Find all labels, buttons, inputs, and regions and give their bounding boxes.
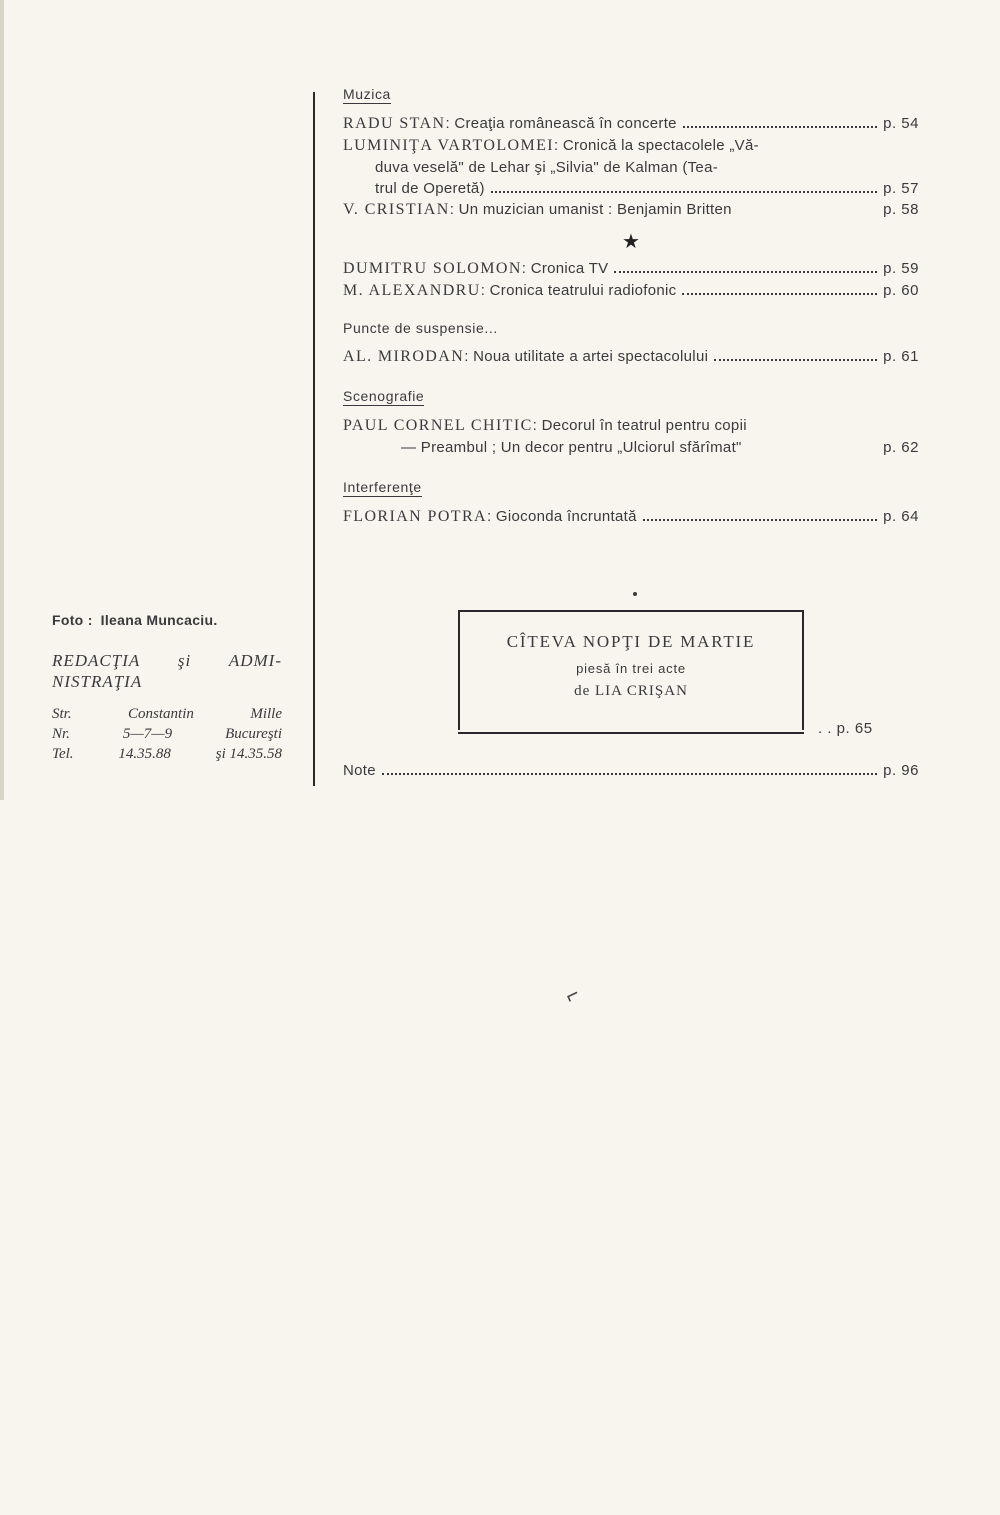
entry-author: LUMINIŢA VARTOLOMEI [343, 137, 554, 154]
pencil-mark: ⌐ [561, 980, 584, 1009]
address-value: 14.35.88 [118, 746, 171, 762]
address-street [52, 704, 282, 724]
entry-title: : Decorul în teatrul pentru copii [532, 417, 747, 434]
box-bottom-rule [458, 732, 804, 734]
entry-title: : Gioconda încruntată [487, 508, 637, 525]
address-number [52, 724, 282, 744]
leader-dots [643, 519, 877, 521]
toc-entry [343, 135, 919, 157]
entry-page: p. 59 [883, 260, 919, 277]
entry-page: p. 57 [883, 180, 919, 197]
entry-page: p. 64 [883, 508, 919, 525]
entry-author: V. CRISTIAN [343, 201, 450, 218]
address-label: Nr. [52, 726, 70, 742]
table-of-contents [343, 86, 919, 528]
address-value: 5—7—9 [122, 726, 173, 742]
play-title: CÎTEVA NOPŢI DE MARTIE [506, 632, 756, 651]
entry-title: : Creaţia românească în concerte [445, 115, 677, 132]
play-author: de LIA CRIŞAN [574, 683, 688, 699]
toc-entry [343, 199, 919, 221]
leader-dots [714, 359, 877, 361]
address-value: şi 14.35.58 [215, 746, 282, 762]
entry-continuation-last [343, 178, 919, 199]
section-heading-interferente: Interferenţe [343, 479, 422, 495]
toc-entry [343, 346, 919, 368]
entry-title: trul de Operetă) [375, 180, 485, 197]
column-divider [313, 92, 315, 786]
star-separator: ★ [622, 231, 640, 253]
entry-page: p. 62 [883, 439, 919, 456]
leader-dots [382, 773, 877, 775]
entry-page: p. 96 [883, 762, 919, 779]
address-label: Tel. [52, 746, 74, 762]
leader-dots [682, 293, 877, 295]
address-phone [52, 744, 282, 764]
address-value: Constantin [128, 706, 194, 722]
entry-page: p. 60 [883, 282, 919, 299]
entry-title: : Cronica teatrului radiofonic [480, 282, 677, 299]
sidebar [52, 612, 282, 764]
address-value: Mille [250, 706, 282, 722]
entry-title: — Preambul ; Un decor pentru „Ulciorul sfărîmat" [401, 439, 742, 456]
entry-continuation: duva veselă" de Lehar şi „Silvia" de Kalman (Tea- [375, 159, 719, 176]
editorial-address [52, 704, 282, 764]
entry-page: p. 54 [883, 115, 919, 132]
entry-author: PAUL CORNEL CHITIC [343, 417, 533, 434]
play-page: . . p. 65 [818, 720, 873, 737]
entry-title: : Cronica TV [521, 260, 609, 277]
notes-label: Note [343, 762, 376, 779]
photo-label: Foto : [52, 612, 93, 628]
toc-entry [343, 280, 919, 302]
leader-dots [491, 191, 877, 193]
entry-author: FLORIAN POTRA [343, 508, 487, 525]
address-label: Str. [52, 706, 72, 722]
leader-dots [614, 271, 877, 273]
toc-entry [343, 437, 919, 459]
section-heading-muzica: Muzica [343, 86, 391, 102]
leader-dots [683, 126, 877, 128]
entry-author: DUMITRU SOLOMON [343, 260, 522, 277]
entry-title: : Cronică la spectacolele „Vă- [553, 137, 759, 154]
section-heading-scenografie: Scenografie [343, 388, 425, 404]
editorial-office-heading: REDACŢIA şi ADMI-NISTRAŢIA [52, 651, 282, 691]
toc-entry [343, 506, 919, 528]
photo-name: Ileana Muncaciu. [100, 612, 218, 628]
play-subtitle: piesă în trei acte [576, 661, 686, 676]
section-heading-puncte: Puncte de suspensie... [343, 320, 498, 336]
entry-page: p. 61 [883, 348, 919, 365]
entry-author: RADU STAN [343, 115, 446, 132]
address-value: Bucureşti [225, 726, 282, 742]
toc-entry [343, 113, 919, 135]
notes-row [343, 760, 919, 782]
photo-credit [52, 612, 282, 628]
toc-entry [343, 258, 919, 280]
entry-title: : Noua utilitate a artei spectacolului [464, 348, 709, 365]
toc-entry [343, 415, 919, 437]
featured-play-box [458, 610, 804, 730]
entry-author: M. ALEXANDRU [343, 282, 481, 299]
toc-entry [343, 760, 919, 782]
entry-title: : Un muzician umanist : Benjamin Britten [449, 201, 732, 218]
entry-author: AL. MIRODAN [343, 348, 465, 365]
entry-page: p. 58 [883, 201, 919, 218]
ornament-dot [633, 592, 637, 596]
